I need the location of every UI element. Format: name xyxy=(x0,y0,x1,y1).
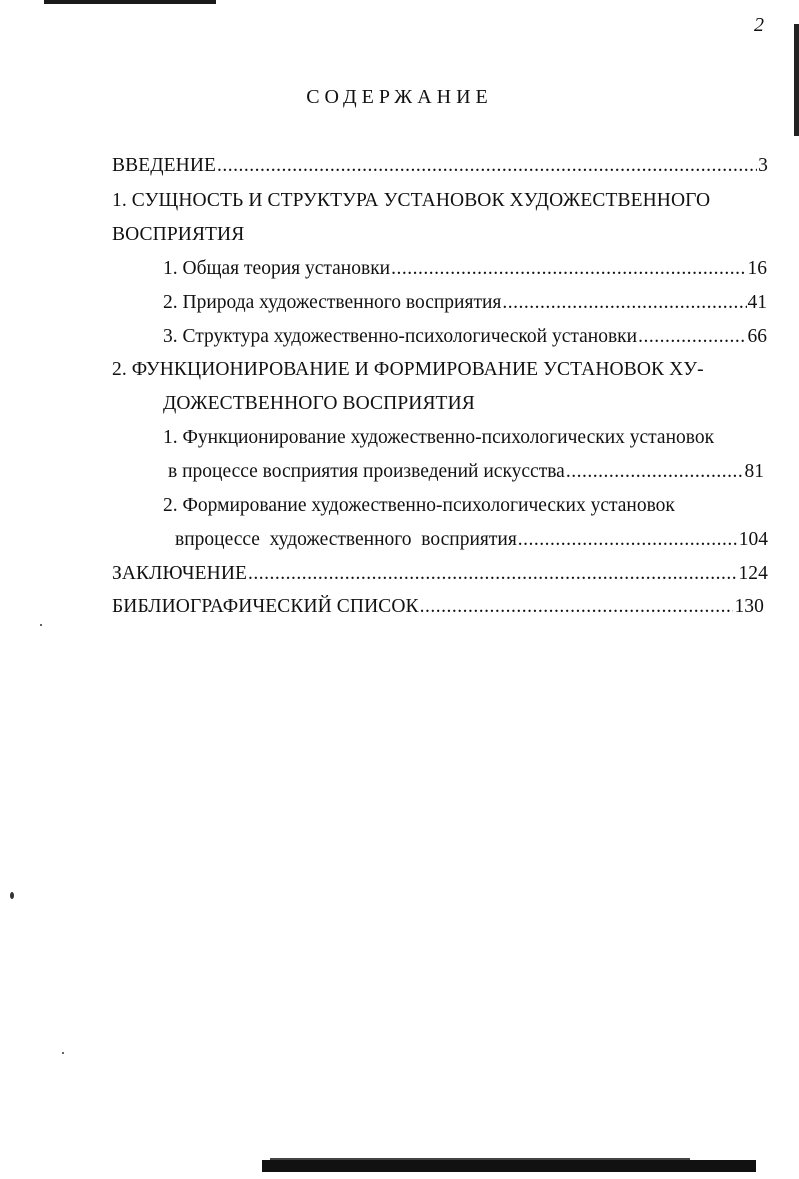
leader-dots xyxy=(217,154,757,178)
toc-entry-text: в процессе восприятия произведений искусства xyxy=(168,461,565,482)
toc-entry-conclusion xyxy=(112,562,768,586)
scan-edge-top xyxy=(44,0,216,4)
toc-entry-page: 81 xyxy=(744,461,764,482)
toc-entry-page: 124 xyxy=(738,563,768,584)
toc-chapter-2-line-2: ДОЖЕСТВЕННОГО ВОСПРИЯТИЯ xyxy=(163,393,475,414)
toc-chapter-1-line-1: 1. СУЩНОСТЬ И СТРУКТУРА УСТАНОВОК ХУДОЖЕСТВЕННОГО xyxy=(112,190,711,211)
toc-entry-ch2-s2 xyxy=(175,528,768,552)
toc-entry-ch1-s3 xyxy=(163,325,767,349)
scan-speck xyxy=(40,624,42,626)
leader-dots xyxy=(518,528,738,552)
page-title: СОДЕРЖАНИЕ xyxy=(306,86,493,108)
scan-edge-right xyxy=(794,24,799,136)
scan-speck xyxy=(62,1052,64,1054)
toc-entry-page: 16 xyxy=(747,258,767,279)
toc-entry-ch2-s2-line-1: 2. Формирование художественно-психологических установок xyxy=(163,495,675,516)
toc-entry-page: 66 xyxy=(747,326,767,347)
toc-entry-page: 41 xyxy=(747,292,767,313)
toc-entry-intro xyxy=(112,154,768,178)
toc-chapter-2-line-1: 2. ФУНКЦИОНИРОВАНИЕ И ФОРМИРОВАНИЕ УСТАНОВОК ХУ- xyxy=(112,359,704,380)
toc-entry-ch1-s2 xyxy=(163,291,767,315)
toc-entry-ch2-s1-line-1: 1. Функционирование художественно-психологических установок xyxy=(163,427,715,448)
leader-dots xyxy=(391,257,746,281)
toc-entry-text: впроцессе художественного восприятия xyxy=(175,529,517,550)
toc-chapter-1-line-2: ВОСПРИЯТИЯ xyxy=(112,224,245,245)
toc-entry-page: 130 xyxy=(734,596,764,617)
toc-entry-page: 3 xyxy=(758,155,768,176)
toc-entry-text: 3. Структура художественно-психологической установки xyxy=(163,326,638,347)
scan-speck xyxy=(10,892,14,899)
scan-edge-bottom xyxy=(262,1160,756,1172)
toc-entry-text: БИБЛИОГРАФИЧЕСКИЙ СПИСОК xyxy=(112,596,419,617)
page-number: 2 xyxy=(754,14,764,36)
leader-dots xyxy=(566,460,744,484)
toc-entry-text: 2. Природа художественного восприятия xyxy=(163,292,502,313)
toc-entry-page: 104 xyxy=(738,529,768,550)
toc-entry-ch1-s1 xyxy=(163,257,767,281)
leader-dots xyxy=(638,325,746,349)
toc-entry-ch2-s1 xyxy=(168,460,764,484)
leader-dots xyxy=(502,291,746,315)
leader-dots xyxy=(248,562,737,586)
toc-entry-text: ЗАКЛЮЧЕНИЕ xyxy=(112,563,248,584)
leader-dots xyxy=(420,595,734,619)
toc-entry-bibliography xyxy=(112,595,764,619)
toc-entry-text: ВВЕДЕНИЕ xyxy=(112,155,217,176)
toc-entry-text: 1. Общая теория установки xyxy=(163,258,391,279)
